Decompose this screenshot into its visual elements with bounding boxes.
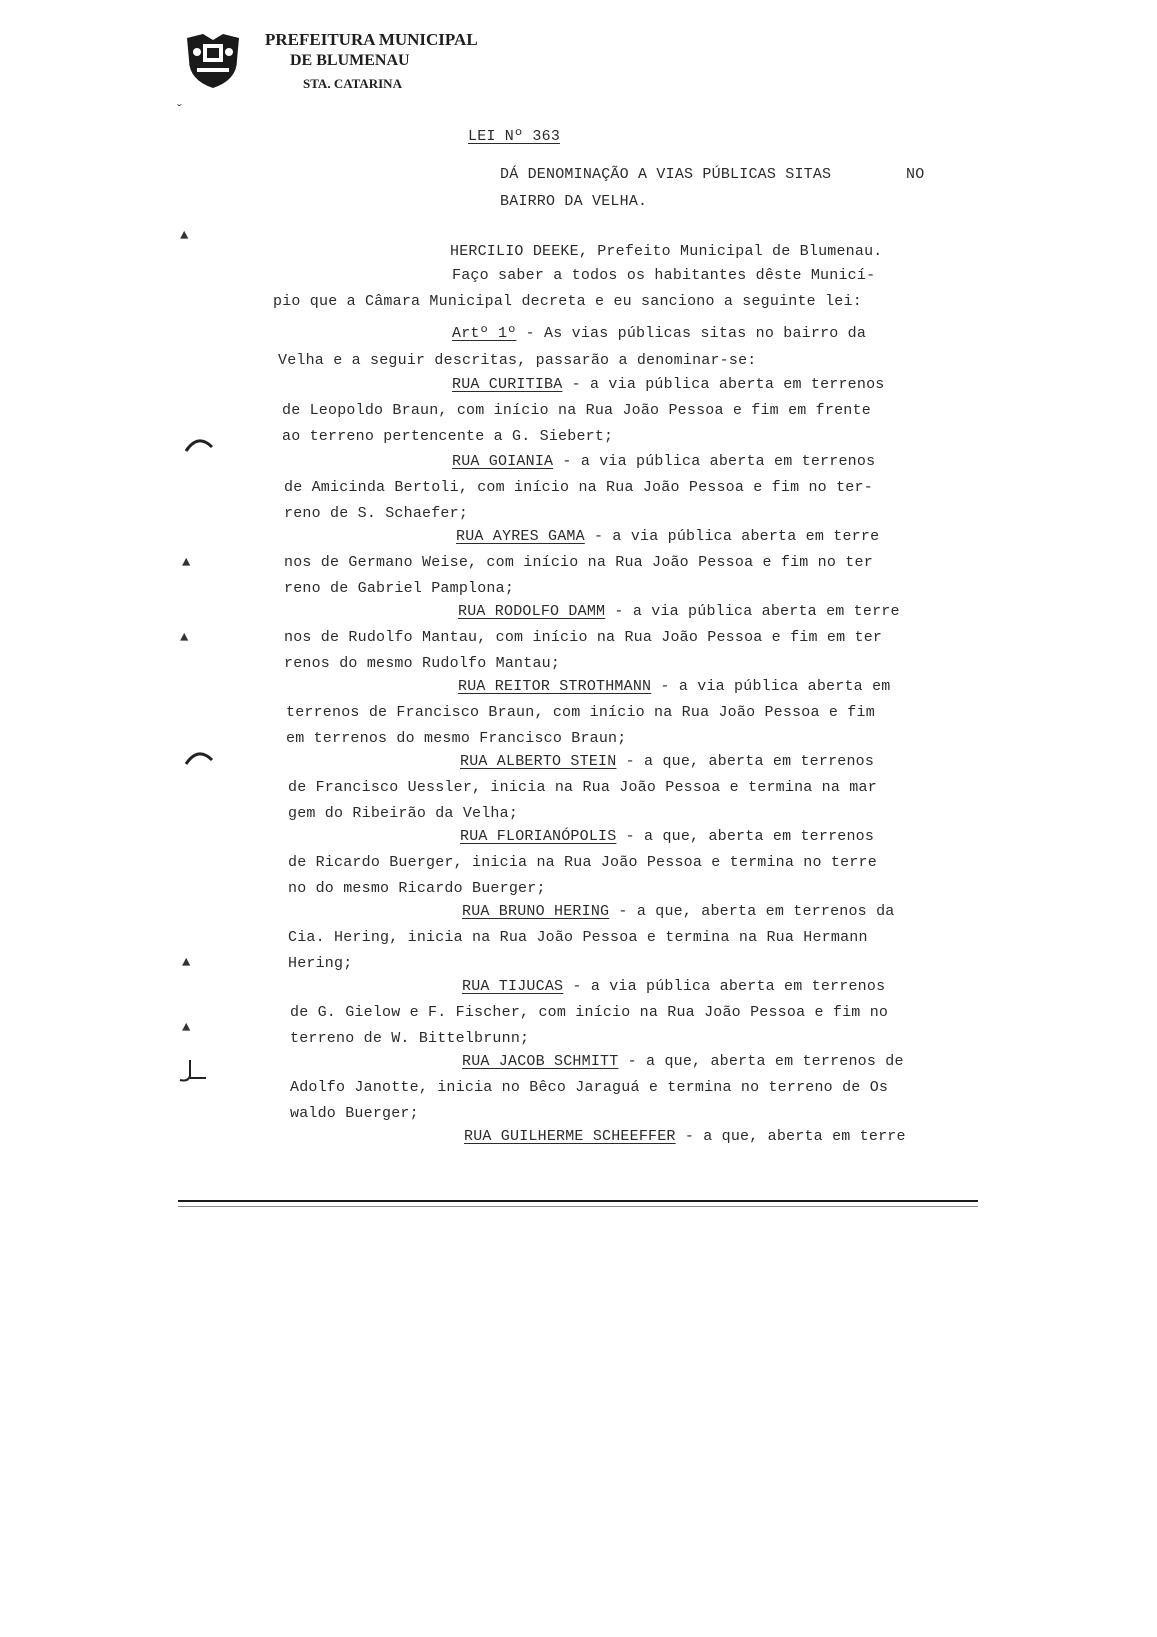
punch-hole-icon <box>184 435 214 453</box>
street-entry: RUA REITOR STROTHMANN - a via pública aberta em <box>458 678 891 695</box>
law-subject-line-2: BAIRRO DA VELHA. <box>500 193 648 210</box>
mayor-name: HERCILIO DEEKE, <box>450 243 589 260</box>
street-name: RUA RODOLFO DAMM <box>458 603 606 620</box>
street-entry: RUA TIJUCAS - a via pública aberta em terrenos <box>462 978 886 995</box>
margin-mark: ▲ <box>182 1020 191 1036</box>
street-name: RUA CURITIBA <box>452 376 563 393</box>
margin-mark: ▲ <box>180 228 189 244</box>
street-name: RUA AYRES GAMA <box>456 528 585 545</box>
street-entry-line: nos de Germano Weise, com início na Rua João Pessoa e fim no ter <box>284 554 873 571</box>
margin-mark: ▲ <box>180 630 189 646</box>
margin-mark: ▲ <box>182 555 191 571</box>
street-entry-line: em terrenos do mesmo Francisco Braun; <box>286 730 627 747</box>
street-entry-line: terrenos de Francisco Braun, com início na Rua João Pessoa e fim <box>286 704 875 721</box>
intro-line-1: HERCILIO DEEKE, Prefeito Municipal de Blumenau. <box>450 243 883 260</box>
street-name: RUA BRUNO HERING <box>462 903 610 920</box>
margin-scribble-icon <box>178 1058 208 1084</box>
street-entry-line: de Leopoldo Braun, com início na Rua João Pessoa e fim em frente <box>282 402 871 419</box>
coat-of-arms-icon <box>183 30 243 90</box>
street-name: RUA JACOB SCHMITT <box>462 1053 619 1070</box>
article-label: Artº 1º <box>452 325 517 342</box>
street-entry: RUA CURITIBA - a via pública aberta em terrenos <box>452 376 885 393</box>
punch-hole-icon <box>184 748 214 766</box>
page-divider-shadow <box>178 1206 978 1207</box>
street-entry-line: de G. Gielow e F. Fischer, com início na Rua João Pessoa e fim no <box>290 1004 889 1021</box>
street-entry-line: gem do Ribeirão da Velha; <box>288 805 519 822</box>
street-entry-line: reno de Gabriel Pamplona; <box>284 580 515 597</box>
intro-line-3: pio que a Câmara Municipal decreta e eu sanciono a seguinte lei: <box>273 293 862 310</box>
intro-line-2: Faço saber a todos os habitantes dêste Municí- <box>452 267 876 284</box>
street-name: RUA GUILHERME SCHEEFFER <box>464 1128 676 1145</box>
street-name: RUA TIJUCAS <box>462 978 564 995</box>
street-entry-line: nos de Rudolfo Mantau, com início na Rua João Pessoa e fim em ter <box>284 629 883 646</box>
article-line-2: Velha e a seguir descritas, passarão a denominar-se: <box>278 352 757 369</box>
street-entry-line: renos do mesmo Rudolfo Mantau; <box>284 655 561 672</box>
street-entry-line: no do mesmo Ricardo Buerger; <box>288 880 546 897</box>
street-entry-line: Adolfo Janotte, inicia no Bêco Jaraguá e termina no terreno de Os <box>290 1079 889 1096</box>
law-subject-line-1: DÁ DENOMINAÇÃO A VIAS PÚBLICAS SITAS <box>500 166 832 183</box>
page-divider <box>178 1200 978 1202</box>
margin-mark: ˇ <box>175 103 184 119</box>
street-entry: RUA GOIANIA - a via pública aberta em terrenos <box>452 453 876 470</box>
street-entry: RUA AYRES GAMA - a via pública aberta em terre <box>456 528 880 545</box>
street-entry-line: ao terreno pertencente a G. Siebert; <box>282 428 614 445</box>
street-name: RUA ALBERTO STEIN <box>460 753 617 770</box>
street-name: RUA REITOR STROTHMANN <box>458 678 652 695</box>
margin-mark: ▲ <box>182 955 191 971</box>
street-entry: RUA BRUNO HERING - a que, aberta em terrenos da <box>462 903 895 920</box>
street-entry-line: de Amicinda Bertoli, com início na Rua João Pessoa e fim no ter- <box>284 479 873 496</box>
street-entry: RUA JACOB SCHMITT - a que, aberta em terrenos de <box>462 1053 904 1070</box>
street-entry-line: Cia. Hering, inicia na Rua João Pessoa e termina na Rua Hermann <box>288 929 868 946</box>
street-entry: RUA ALBERTO STEIN - a que, aberta em terrenos <box>460 753 875 770</box>
law-subject-line-1-end: NO <box>906 166 925 183</box>
street-name: RUA FLORIANÓPOLIS <box>460 828 617 845</box>
law-number: LEI Nº 363 <box>468 128 561 145</box>
street-entry: RUA RODOLFO DAMM - a via pública aberta em terre <box>458 603 900 620</box>
street-entry-line: Hering; <box>288 955 353 972</box>
street-entry-line: reno de S. Schaefer; <box>284 505 469 522</box>
header-line-2: DE BLUMENAU <box>290 52 410 69</box>
street-name: RUA GOIANIA <box>452 453 554 470</box>
article-line-1: Artº 1º - As vias públicas sitas no bairro da <box>452 325 867 342</box>
street-entry-line: terreno de W. Bittelbrunn; <box>290 1030 530 1047</box>
header-line-3: STA. CATARINA <box>303 76 402 91</box>
street-entry: RUA GUILHERME SCHEEFFER - a que, aberta em terre <box>464 1128 906 1145</box>
header-line-1: PREFEITURA MUNICIPAL <box>265 30 478 49</box>
street-entry: RUA FLORIANÓPOLIS - a que, aberta em terrenos <box>460 828 875 845</box>
street-entry-line: de Ricardo Buerger, inicia na Rua João Pessoa e termina no terre <box>288 854 877 871</box>
street-entry-line: waldo Buerger; <box>290 1105 419 1122</box>
street-entry-line: de Francisco Uessler, inicia na Rua João Pessoa e termina na mar <box>288 779 877 796</box>
